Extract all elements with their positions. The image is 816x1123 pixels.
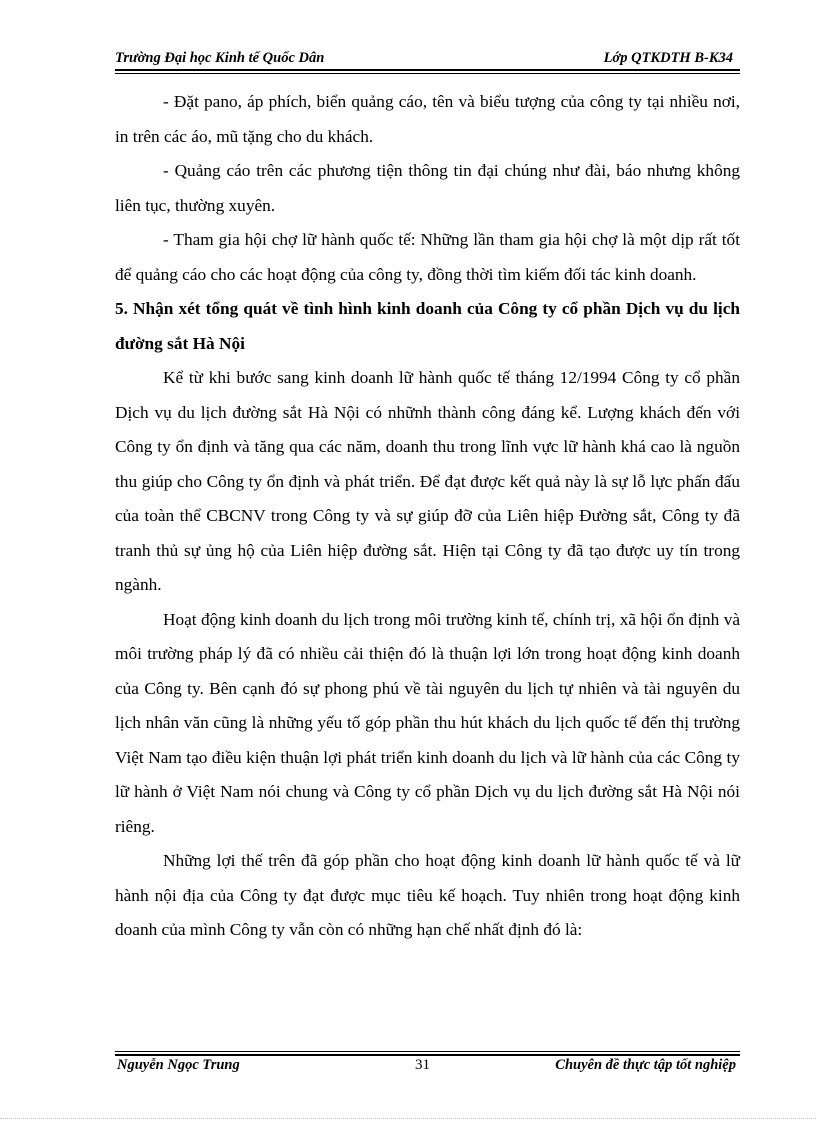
body-paragraph: Kể từ khi bước sang kinh doanh lữ hành quốc tế tháng 12/1994 Công ty cổ phần Dịch vụ du lịch đường sắt Hà Nội có nhữnh thành công đáng kể. Lượng khách đến với Công ty ổn định và tăng qua các năm, doanh thu trong lĩnh vực lữ hành khá cao là nguồn thu giúp cho Công ty ổn định và phát triển. Để đạt được kết quả này là sự lỗ lực phấn đấu của toàn thể CBCNV trong Công ty và sự giúp đỡ của Liên hiệp Đường sắt, Công ty đã tranh thủ sự ủng hộ của Liên hiệp đường sắt. Hiện tại Công ty đã tạo được uy tín trong ngành.: [115, 368, 740, 594]
page-number: 31: [415, 1057, 430, 1073]
page-edge-divider: [0, 1118, 816, 1120]
header-rule-thick: [115, 69, 740, 71]
header-rule-thin: [115, 73, 740, 74]
header-class: Lớp QTKDTH B-K34: [603, 50, 733, 66]
header-school: Trường Đại học Kinh tế Quốc Dân: [115, 50, 325, 66]
section-heading: 5. Nhận xét tổng quát về tình hình kinh doanh của Công ty cổ phần Dịch vụ du lịch đường sắt Hà Nội: [115, 299, 740, 353]
footer-rule-thick: [115, 1054, 740, 1056]
page-footer: [115, 1057, 740, 1077]
body-paragraph: Hoạt động kinh doanh du lịch trong môi trường kinh tế, chính trị, xã hội ổn định và môi trường pháp lý đã có nhiều cải thiện đó là thuận lợi lớn trong hoạt động kinh doanh của Công ty. Bên cạnh đó sự phong phú về tài nguyên du lịch tự nhiên và tài nguyên du lịch nhân văn cũng là những yếu tố góp phần thu hút khách du lịch quốc tế đến thị trường Việt Nam tạo điều kiện thuận lợi phát triển kinh doanh du lịch và lữ hành của các Công ty lữ hành ở Việt Nam nói chung và Công ty cổ phần Dịch vụ du lịch đường sắt Hà Nội nói riêng.: [115, 609, 740, 836]
bullet-paragraph: - Đặt pano, áp phích, biển quảng cáo, tên và biểu tượng của công ty tại nhiều nơi, in trên các áo, mũ tặng cho du khách.: [115, 92, 740, 146]
bullet-paragraph: - Tham gia hội chợ lữ hành quốc tế: Những lần tham gia hội chợ là một dịp rất tốt để quảng cáo cho các hoạt động của công ty, đồng thời tìm kiếm đối tác kinh doanh.: [115, 230, 740, 284]
document-body: [115, 85, 740, 948]
footer-rule-thin: [115, 1051, 740, 1052]
body-paragraph: Những lợi thế trên đã góp phần cho hoạt động kinh doanh lữ hành quốc tế và lữ hành nội địa của Công ty đạt được mục tiêu kế hoạch. Tuy nhiên trong hoạt động kinh doanh của mình Công ty vẫn còn có những hạn chế nhất định đó là:: [115, 851, 740, 939]
page-header: [115, 48, 739, 68]
footer-report-type: Chuyên đề thực tập tốt nghiệp: [555, 1057, 736, 1073]
bullet-paragraph: - Quảng cáo trên các phương tiện thông tin đại chúng như đài, báo nhưng không liên tục, thường xuyên.: [115, 161, 740, 215]
footer-author: Nguyễn Ngọc Trung: [117, 1057, 240, 1073]
